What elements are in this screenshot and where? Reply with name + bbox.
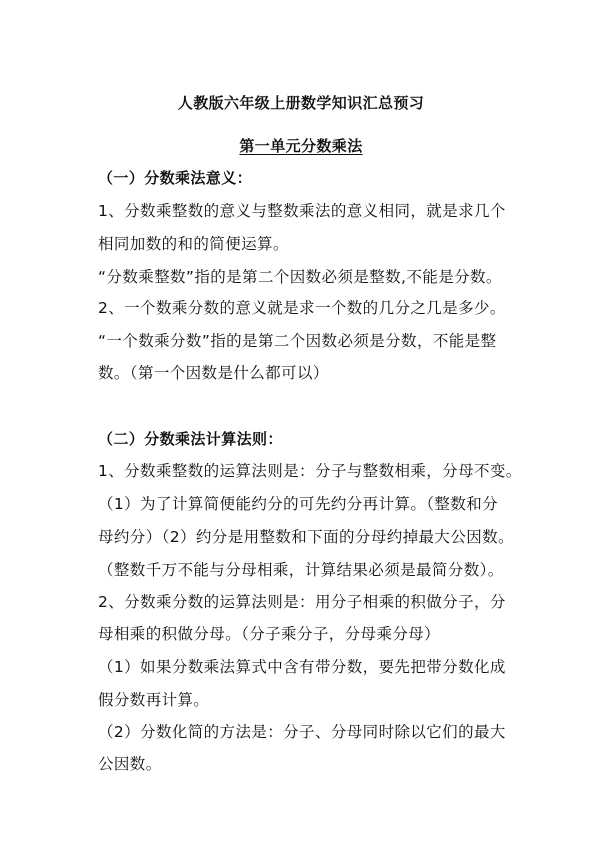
paragraph-line: （1）为了计算简便能约分的可先约分再计算。（整数和分 [98, 495, 499, 513]
paragraph-line: 公因数。 [98, 755, 162, 773]
paragraph-line: 相同加数的和的简便运算。 [98, 235, 289, 253]
paragraph-line: （整数千万不能与分母相乘，计算结果必须是最简分数）。 [98, 561, 504, 579]
paragraph-line: （2）分数化简的方法是：分子、分母同时除以它们的最大 [98, 723, 506, 741]
paragraph-line: 2、一个数乘分数的意义就是求一个数的几分之几是多少。 [98, 299, 506, 317]
paragraph-line: 1、分数乘整数的运算法则是：分子与整数相乘，分母不变。 [98, 462, 522, 480]
paragraph-line: 母约分）（2）约分是用整数和下面的分母约掉最大公因数。 [98, 528, 514, 546]
document-title: 人教版六年级上册数学知识汇总预习 [177, 94, 425, 112]
paragraph-line: 数。（第一个因数是什么都可以） [98, 364, 329, 382]
paragraph-line: （1）如果分数乘法算式中含有带分数，要先把带分数化成 [98, 658, 506, 676]
paragraph-line: 2、分数乘分数的运算法则是：用分子相乘的积做分子，分 [98, 593, 506, 611]
unit-title: 第一单元分数乘法 [239, 137, 363, 155]
paragraph-line: “分数乘整数”指的是第二个因数必须是整数,不能是分数。 [98, 268, 502, 286]
paragraph-line: “一个数乘分数”指的是第二个因数必须是分数，不能是整 [98, 332, 497, 350]
paragraph-line: 母相乘的积做分母。（分子乘分子，分母乘分母） [98, 625, 441, 643]
paragraph-line: 假分数再计算。 [98, 691, 210, 709]
section-heading-rules: （二）分数乘法计算法则： [98, 430, 283, 448]
section-heading-meaning: （一）分数乘法意义： [98, 169, 253, 187]
paragraph-line: 1、分数乘整数的意义与整数乘法的意义相同，就是求几个 [98, 202, 506, 220]
